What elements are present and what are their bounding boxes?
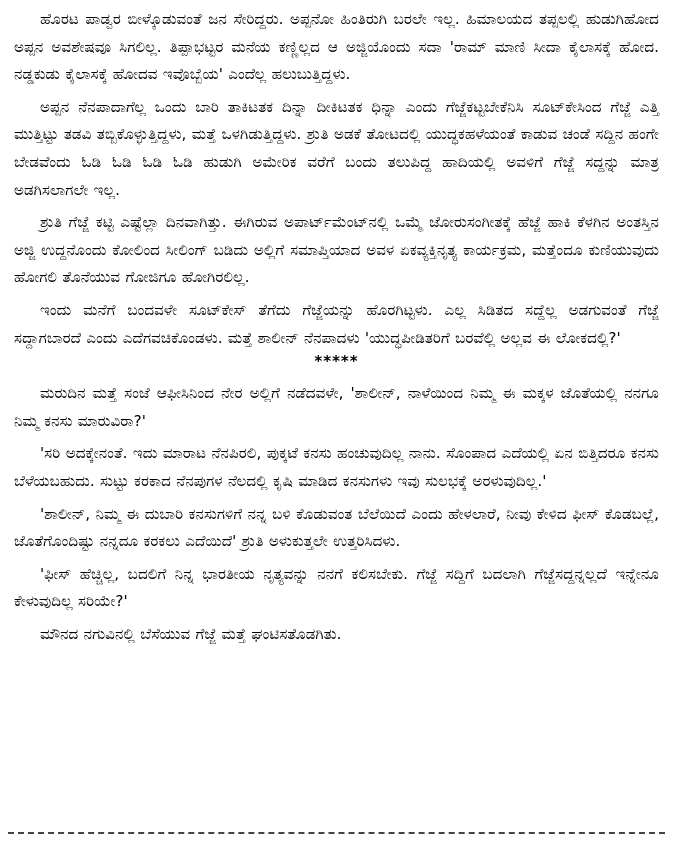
- paragraph-4: ಇಂದು ಮನೆಗೆ ಬಂದವಳೇ ಸೂಟ್‌ಕೇಸ್ ತೆಗೆದು ಗೆಜ್ಜೆಯನ್ನು ಹೊರಗಿಟ್ಟಳು. ಎಲ್ಲ ಸಿಡಿತದ ಸದ್ದೆಲ್ಲ ಅಡಗುವಂತೆ ಗೆಜ್ಜೆ ಸದ್ದಾಗಬಾರದೆ ಎಂದು ಎದೆಗವಚಿಕೊಂಡಳು. ಮತ್ತೆ ಶಾಲೀನ್ ನೆನಪಾದಳು 'ಯುದ್ಧಪೀಡಿತರಿಗೆ ಬರವೆಲ್ಲಿ ಅಲ್ಲವ ಈ ಲೋಕದಲ್ಲಿ?': [14, 300, 659, 347]
- paragraph-8: 'ಫೀಸ್ ಹೆಚ್ಚಿಲ್ಲ, ಬದಲಿಗೆ ನಿನ್ನ ಭಾರತೀಯ ನೃತ್ಯವನ್ನು ನನಗೆ ಕಲಿಸಬೇಕು. ಗೆಜ್ಜೆ ಸದ್ದಿಗೆ ಬದಲಾಗಿ ಗೆಜ್ಜೆಸದ್ದನ್ನಲ್ಲದೆ ಇನ್ನೇನೂ ಕೇಳುವುದಿಲ್ಲ ಸರಿಯೇ?': [14, 564, 659, 611]
- paragraph-6: 'ಸರಿ ಅದಕ್ಕೇನಂತೆ. ಇದು ಮಾರಾಟ ನೆನಪಿರಲಿ, ಪುಕ್ಕಟೆ ಕನಸು ಹಂಚುವುದಿಲ್ಲ ನಾನು. ಸೊಂಪಾದ ಎದೆಯಲ್ಲಿ ಏನ ಬಿತ್ತಿದರೂ ಕನಸು ಬೆಳೆಯಬಹುದು. ಸುಟ್ಟು ಕರಕಾದ ನೆನಪುಗಳ ನೆಲದಲ್ಲಿ ಕೃಷಿ ಮಾಡಿದ ಕನಸುಗಳು ಇವು ಸುಲಭಕ್ಕೆ ಅರಳುವುದಿಲ್ಲ.': [14, 444, 659, 490]
- section-separator: *****: [314, 352, 359, 371]
- paragraph-3: ಶ್ರುತಿ ಗೆಜ್ಜೆ ಕಟ್ಟಿ ಎಷ್ಟೆಲ್ಲಾ ದಿನವಾಗಿತ್ತು. ಈಗಿರುವ ಅಪಾರ್ಟ್‌ಮೆಂಟ್‌ನಲ್ಲಿ ಒಮ್ಮೆ ಜೋರುಸಂಗೀತಕ್ಕೆ ಹೆಜ್ಜೆ ಹಾಕಿ ಕೆಳಗಿನ ಅಂತಸ್ತಿನ ಅಜ್ಜಿ ಉದ್ದನೊಂದು ಕೋಲಿಂದ ಸೀಲಿಂಗ್ ಬಡಿದು ಅಲ್ಲಿಗೆ ಸಮಾಪ್ತಿಯಾದ ಅವಳ ಏಕವ್ಯಕ್ತಿನೃತ್ಯ ಕಾರ್ಯಕ್ರಮ, ಮತ್ತೆಂದೂ ಕುಣಿಯುವುದು ಹೋಗಲಿ ತೊನೆಯುವ ಗೋಜಿಗೂ ಹೋಗಿರಲಿಲ್ಲ.: [14, 213, 659, 287]
- paragraph-5: ಮರುದಿನ ಮತ್ತೆ ಸಂಜೆ ಆಫೀಸಿನಿಂದ ನೇರ ಅಲ್ಲಿಗೆ ನಡೆದವಳೇ, 'ಶಾಲೀನ್, ನಾಳೆಯಿಂದ ನಿಮ್ಮ ಈ ಮಕ್ಕಳ ಜೊತೆಯಲ್ಲಿ ನನಗೂ ನಿಮ್ಮ ಕನಸು ಮಾರುವಿರಾ?': [14, 384, 659, 430]
- paragraph-2: ಅಪ್ಪನ ನೆನಪಾದಾಗೆಲ್ಲ ಒಂದು ಬಾರಿ ತಾಕಿಟತಕ ದಿನ್ನಾ ದೀಕಿಟತಕ ಧಿನ್ನಾ ಎಂದು ಗೆಜ್ಜೆಕಟ್ಟಬೇಕೆನಿಸಿ ಸೂಟ್‌ಕೇಸಿಂದ ಗೆಜ್ಜೆ ಎತ್ತಿ ಮುತ್ತಿಟ್ಟು ತಡವಿ ತಬ್ಬಿಕೊಳ್ಳುತ್ತಿದ್ದಳು, ಮತ್ತೆ ಒಳಗಿಡುತ್ತಿದ್ದಳು. ಶ್ರುತಿ ಅಡಕೆ ತೋಟದಲ್ಲಿ ಯುದ್ಧಕಹಳೆಯಂತೆ ಕಾಡುವ ಚಂಡೆ ಸದ್ದಿನ ಹಂಗೇ ಬೇಡವೆಂದು ಓಡಿ ಓಡಿ ಓಡಿ ಓಡಿ ಹುಡುಗಿ ಅಮೇರಿಕ ವರೆಗೆ ಬಂದು ತಲುಪಿದ್ದ ಹಾದಿಯಲ್ಲಿ ಅವಳಿಗೆ ಗೆಜ್ಜೆ ಸದ್ದನ್ನು ಮಾತ್ರ ಅಡಗಿಸಲಾಗಲೇ ಇಲ್ಲ.: [14, 97, 659, 199]
- paragraph-1: ಹೊರಟ ಪಾಡ್ವರ ಬೀಳ್ಕೊಡುವಂತೆ ಜನ ಸೇರಿದ್ದರು. ಅಪ್ಪನೋ ಹಿಂತಿರುಗಿ ಬರಲೇ ಇಲ್ಲ. ಹಿಮಾಲಯದ ತಪ್ಪಲಲ್ಲಿ ಹುಡುಗಿಹೋದ ಅಪ್ಪನ ಅವಶೇಷವೂ ಸಿಗಲಿಲ್ಲ. ತಿಪ್ಪಾಭಟ್ಟರ ಮನೆಯ ಕಣ್ಣಿಲ್ಲದ ಆ ಅಜ್ಜಿಯೊಂದು ಸದಾ 'ರಾಮ್ ಮಾಣಿ ಸೀದಾ ಕೈಲಾಸಕ್ಕೆ ಹೋದ. ನಡ್ಡಕುಡು ಕೈಲಾಸಕ್ಕೆ ಹೋದವ ಇವೊಬ್ಬೆಯ' ಎಂದೆಲ್ಲ ಹಲುಬುತ್ತಿದ್ದಳು.: [14, 10, 659, 84]
- paragraph-7: 'ಶಾಲೀನ್, ನಿಮ್ಮ ಈ ದುಬಾರಿ ಕನಸುಗಳಿಗೆ ನನ್ನ ಬಳಿ ಕೊಡುವಂತ ಬೆಲೆಯಿದೆ ಎಂದು ಹೇಳಲಾರೆ, ನೀವು ಕೇಳಿದ ಫೀಸ್ ಕೊಡಬಲ್ಲೆ, ಜೊತೆಗೊಂದಿಷ್ಟು ನನ್ನದೂ ಕರಕಲು ಎದೆಯಿದೆ' ಶ್ರುತಿ ಅಳುಕುತ್ತಲೇ ಉತ್ತರಿಸಿದಳು.: [14, 504, 659, 551]
- paragraph-9: ಮೌನದ ನಗುವಿನಲ್ಲಿ ಬೆಸೆಯುವ ಗೆಜ್ಜೆ ಮತ್ತೆ ಘಂಟಿಸತೊಡಗಿತು.: [40, 624, 342, 643]
- bottom-dashed-rule: [8, 832, 665, 834]
